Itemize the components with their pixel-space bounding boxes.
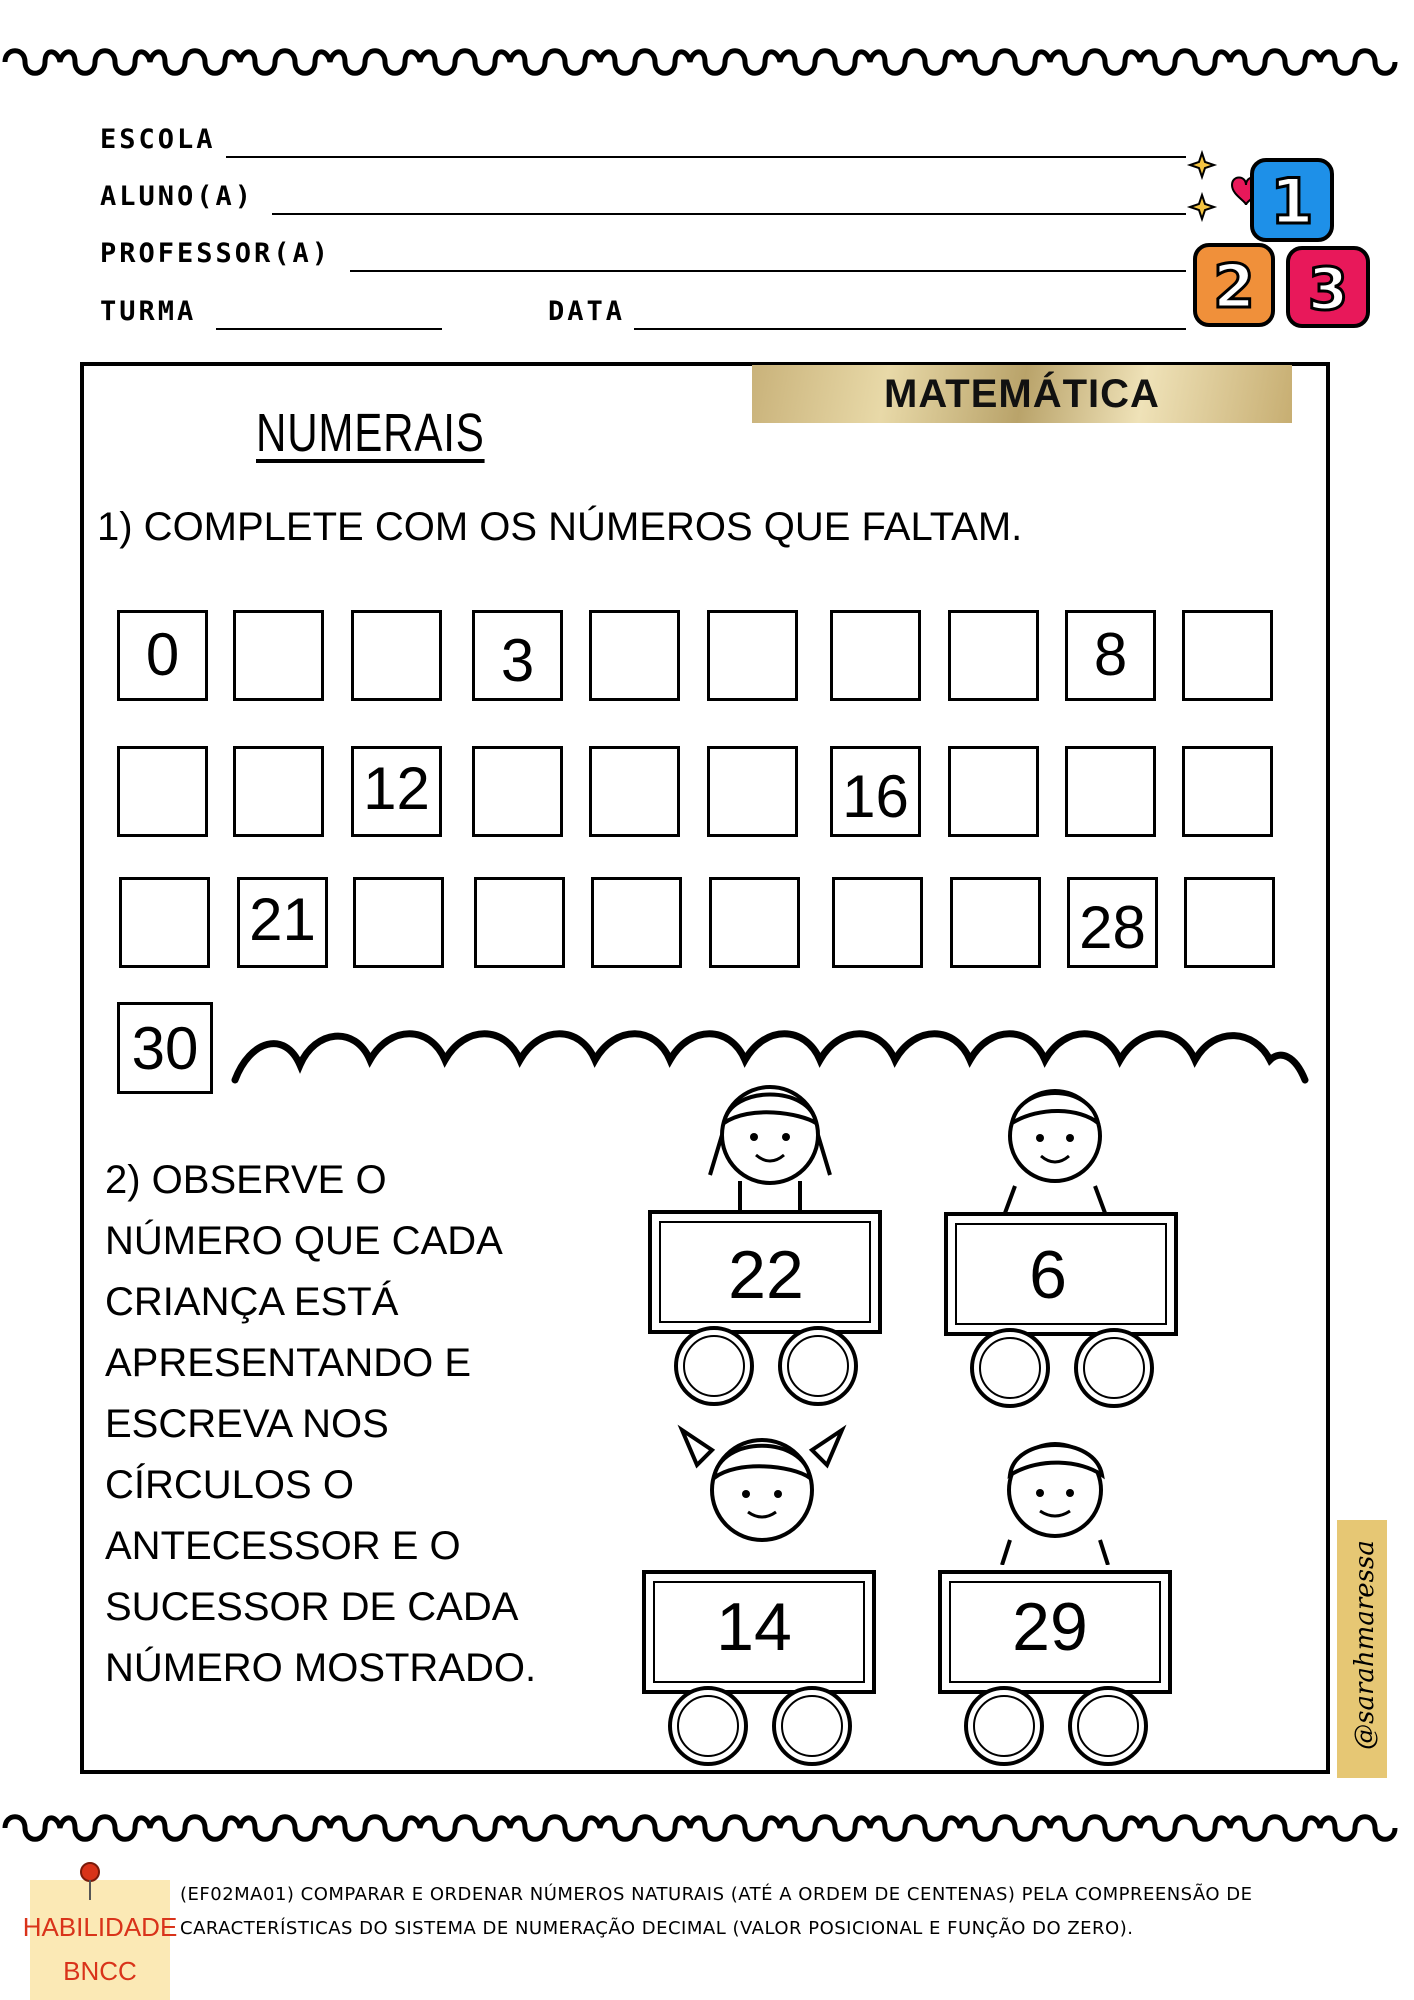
grid-cell[interactable] (233, 746, 324, 837)
grid-cell[interactable]: 8 (1065, 610, 1156, 701)
grid-cell[interactable] (1184, 877, 1275, 968)
grid-cell[interactable] (472, 746, 563, 837)
grid-cell[interactable]: 3 (472, 610, 563, 701)
girl-illustration-2 (672, 1420, 852, 1570)
grid-cell[interactable] (117, 746, 208, 837)
boy-illustration (985, 1078, 1125, 1213)
grid-cell[interactable]: 28 (1067, 877, 1158, 968)
grid-cell[interactable] (1065, 746, 1156, 837)
grid-cell[interactable] (589, 610, 680, 701)
grid-cell[interactable] (351, 610, 442, 701)
turma-field[interactable] (216, 328, 442, 330)
professor-field[interactable] (350, 270, 1186, 272)
grid-cell[interactable] (948, 610, 1039, 701)
subject-label: MATEMÁTICA (884, 372, 1160, 416)
cart-number: 14 (716, 1589, 792, 1665)
number-blocks-icon (1180, 145, 1385, 340)
grid-cell[interactable] (119, 877, 210, 968)
grid-cell[interactable] (707, 610, 798, 701)
grid-cell[interactable]: 16 (830, 746, 921, 837)
top-heart-border (0, 42, 1414, 82)
grid-cell[interactable] (591, 877, 682, 968)
grid-cell[interactable] (233, 610, 324, 701)
boy-illustration-2 (980, 1425, 1130, 1565)
escola-field[interactable] (226, 156, 1186, 158)
girl-illustration (690, 1075, 850, 1215)
grid-cell[interactable] (830, 610, 921, 701)
aluno-label: ALUNO(A) (100, 181, 255, 212)
turma-label: TURMA (100, 296, 197, 327)
block-2-label: 2 (1213, 252, 1255, 322)
grid-cell[interactable] (589, 746, 680, 837)
grid-cell[interactable] (709, 877, 800, 968)
data-field[interactable] (634, 328, 1186, 330)
credit-text: @sarahmaressa (1350, 1540, 1380, 1750)
professor-label: PROFESSOR(A) (100, 238, 332, 269)
cart-number: 6 (1029, 1237, 1067, 1313)
grid-cell[interactable]: 30 (117, 1002, 213, 1094)
grid-cell[interactable] (353, 877, 444, 968)
grid-cell[interactable] (1182, 610, 1273, 701)
pushpin-icon (75, 1862, 105, 1902)
bncc-label: BNCC (63, 1956, 137, 1986)
cart-number: 29 (1012, 1589, 1088, 1665)
question-2: 2) OBSERVE O NÚMERO QUE CADA CRIANÇA ESTÁ APRESENTANDO E ESCREVA NOS CÍRCULOS O ANTECESSOR E O SUCESSOR DE CADA NÚMERO MOSTRADO. (105, 1158, 537, 1690)
cart-number: 22 (728, 1237, 804, 1313)
bncc-line-1: (EF02MA01) COMPARAR E ORDENAR NÚMEROS NATURAIS (ATÉ A ORDEM DE CENTENAS) PELA COMPREENSÃO DE (180, 1884, 1253, 1905)
question-1: 1) COMPLETE COM OS NÚMEROS QUE FALTAM. (97, 505, 1023, 549)
grid-cell[interactable]: 12 (351, 746, 442, 837)
grid-cell[interactable]: 0 (117, 610, 208, 701)
block-3-label: 3 (1307, 255, 1349, 323)
grid-cell[interactable] (474, 877, 565, 968)
grid-cell[interactable] (832, 877, 923, 968)
grid-cell[interactable] (950, 877, 1041, 968)
aluno-field[interactable] (272, 213, 1186, 215)
grid-cell[interactable] (1182, 746, 1273, 837)
worksheet-title: NUMERAIS (256, 403, 485, 463)
block-1-label: 1 (1270, 165, 1314, 238)
bottom-heart-border (0, 1808, 1414, 1848)
habilidade-label: HABILIDADE (22, 1912, 178, 1942)
escola-label: ESCOLA (100, 124, 216, 155)
grid-cell[interactable] (948, 746, 1039, 837)
grid-cell[interactable] (707, 746, 798, 837)
grid-cell[interactable]: 21 (237, 877, 328, 968)
data-label: DATA (548, 296, 626, 327)
bncc-line-2: CARACTERÍSTICAS DO SISTEMA DE NUMERAÇÃO DECIMAL (VALOR POSICIONAL E FUNÇÃO DO ZERO). (180, 1918, 1134, 1939)
